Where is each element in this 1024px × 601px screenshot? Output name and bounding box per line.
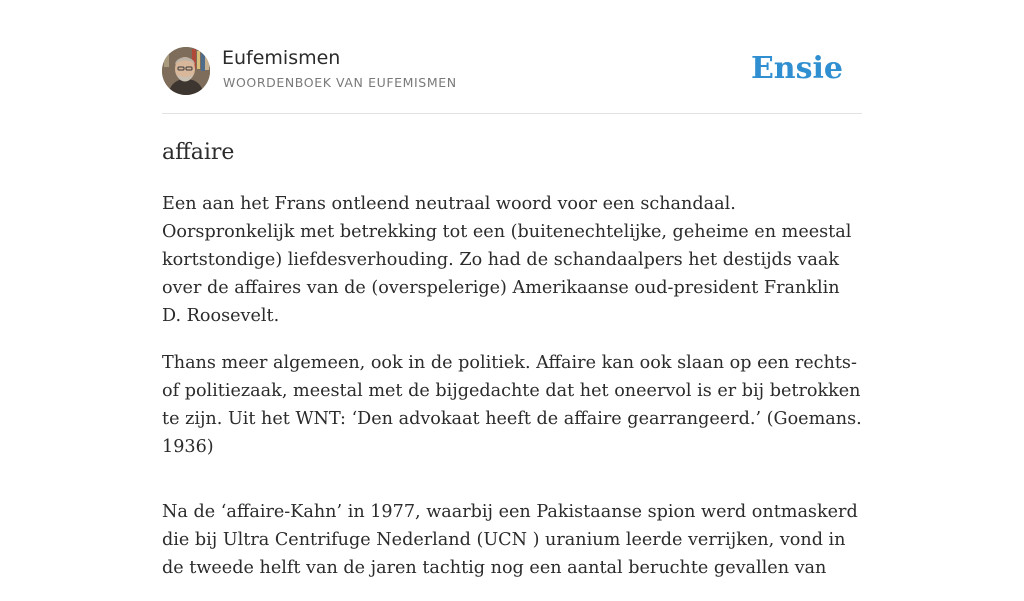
page bbox=[162, 0, 862, 578]
header-divider bbox=[162, 113, 862, 114]
author-subtitle[interactable]: WOORDENBOEK VAN EUFEMISMEN bbox=[223, 75, 457, 90]
entry-paragraph: Na de ‘affaire-Kahn’ in 1977, waarbij een Pakistaanse spion werd ontmaskerd die bij Ultra Centrifuge Nederland (UCN ) uranium leerde verrijken, vond in de tweede helft van de jaren tachtig nog een aantal beruchte gevallen van bbox=[162, 502, 858, 578]
header bbox=[162, 46, 862, 96]
author-portrait-icon bbox=[162, 47, 210, 95]
author-name[interactable]: Eufemismen bbox=[222, 47, 341, 69]
entry-paragraph: Een aan het Frans ontleend neutraal woord voor een schandaal. Oorspronkelijk met betrekking tot een (buitenechtelijke, geheime en meestal kortstondige) liefdesverhouding. Zo had de schandaalpers het destijds vaak over de affaires van de (overspelerige) Amerikaanse oud-president Franklin D. Roosevelt. bbox=[162, 194, 852, 326]
author-avatar[interactable] bbox=[162, 47, 210, 95]
brand-logo[interactable]: Ensie bbox=[750, 51, 843, 86]
entry-body bbox=[162, 190, 864, 601]
entry-title: affaire bbox=[162, 140, 235, 165]
entry-paragraph: Thans meer algemeen, ook in de politiek. Affaire kan ook slaan op een rechts- of politiezaak, meestal met de bijgedachte dat het oneervol is er bij betrokken te zijn. Uit het WNT: ‘Den advokaat heeft de affaire gearrangeerd.’ (Goemans. 1936) bbox=[162, 353, 862, 457]
